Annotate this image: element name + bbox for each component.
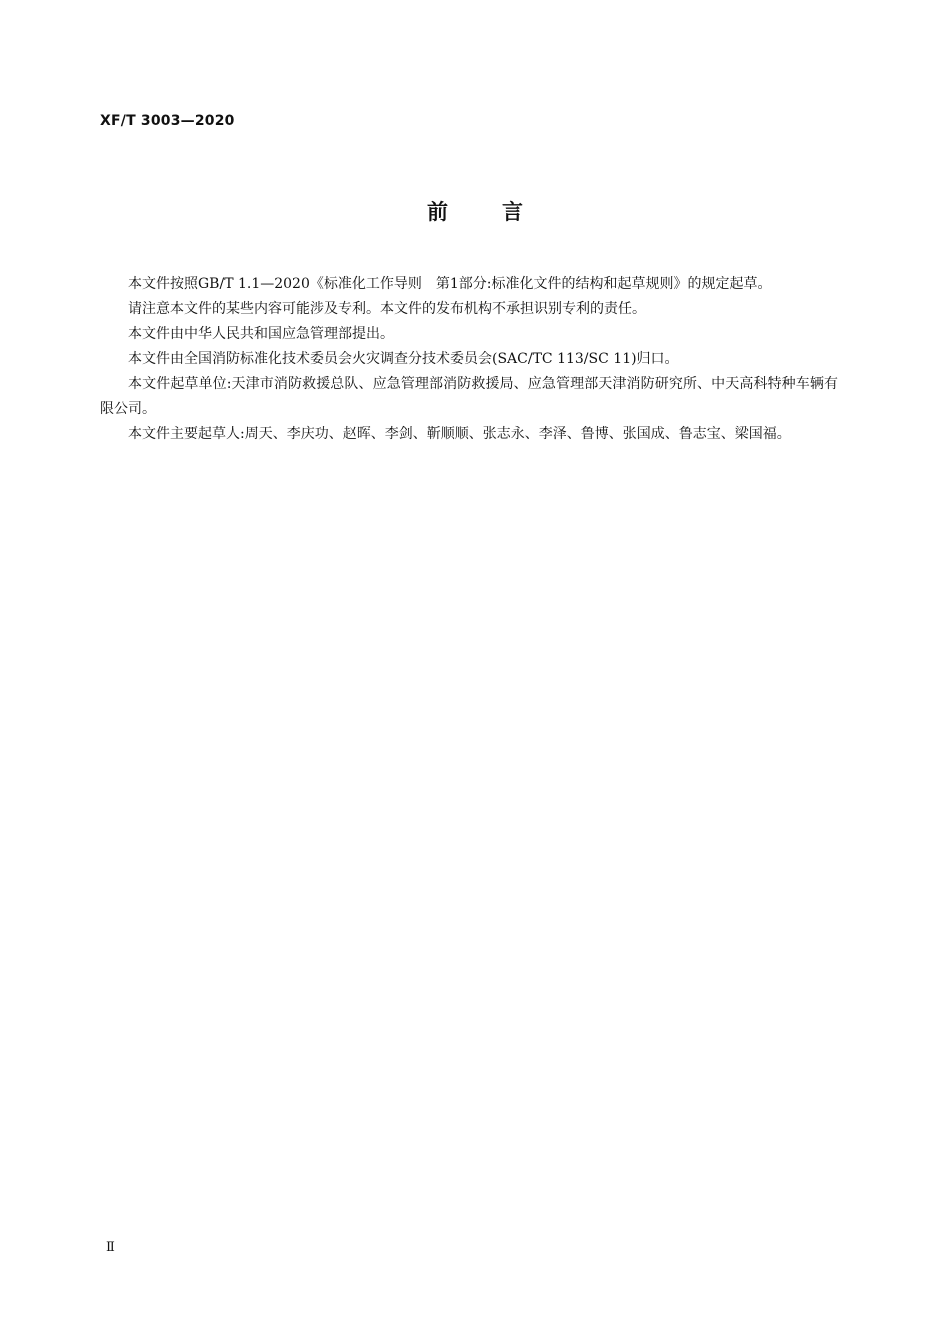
section-title-foreword: 前言 [427,200,577,224]
paragraph-principal-drafters: 本文件主要起草人:周天、李庆功、赵晖、李剑、靳顺顺、张志永、李泽、鲁博、张国成、鲁志宝、梁国福。 [128,426,791,442]
paragraph-proposer: 本文件由中华人民共和国应急管理部提出。 [128,326,394,342]
paragraph-technical-committee: 本文件由全国消防标准化技术委员会火灾调查分技术委员会(SAC/TC 113/SC 11)归口。 [128,351,679,367]
document-code: XF/T 3003—2020 [100,113,235,129]
foreword-body [100,272,838,447]
paragraph-drafting-organizations: 本文件起草单位:天津市消防救援总队、应急管理部消防救援局、应急管理部天津消防研究所、中天高科特种车辆有限公司。 [100,376,838,417]
page-number: Ⅱ [106,1240,115,1255]
paragraph-drafting-rules: 本文件按照GB/T 1.1—2020《标准化工作导则 第1部分:标准化文件的结构和起草规则》的规定起草。 [128,276,772,292]
paragraph-patent-notice: 请注意本文件的某些内容可能涉及专利。本文件的发布机构不承担识别专利的责任。 [128,301,646,317]
